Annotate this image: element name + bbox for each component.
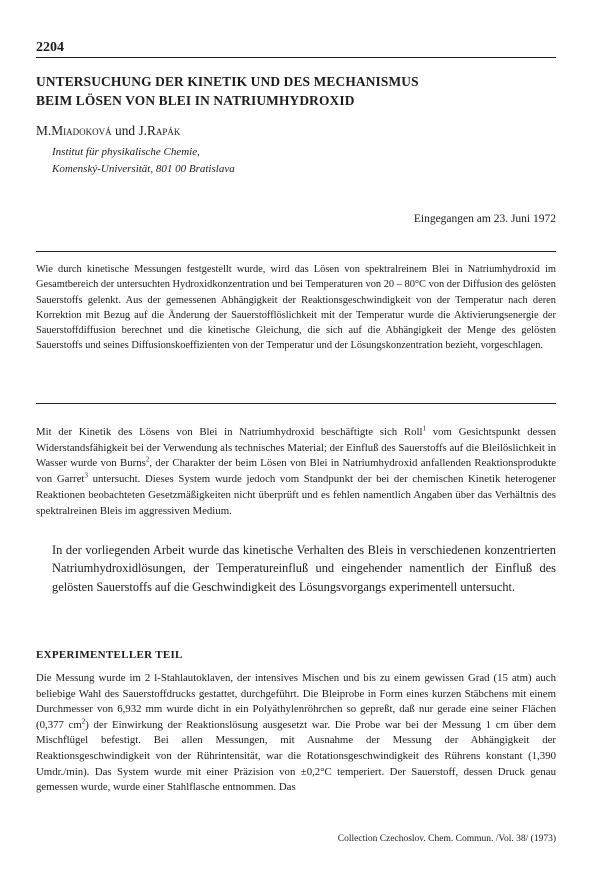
reference-2: 2	[145, 455, 150, 464]
author-2: J.Rapák	[138, 123, 181, 138]
reference-3: 3	[84, 471, 88, 480]
affiliation-line-1: Institut für physikalische Chemie,	[52, 146, 200, 158]
body-paragraph-2: In der vorliegenden Arbeit wurde das kinetische Verhalten des Bleis in verschiedenen konzentrierten Natriumhydroxidlösungen, der Temperatureinfluß und eingehender namentlich der Einfluß des gelösten Sauerstoffs auf die Geschwindigkeit des Lösungsvorgangs experimentell untersucht.	[52, 543, 556, 594]
superscript-2: 2	[81, 717, 86, 726]
footer-citation: Collection Czechoslov. Chem. Commun. /Vol. 38/ (1973)	[337, 834, 556, 844]
article-title	[36, 72, 556, 110]
title-line-2: BEIM LÖSEN VON BLEI IN NATRIUMHYDROXID	[36, 93, 355, 108]
body-paragraph-3	[36, 671, 556, 796]
abstract-rule-top	[36, 251, 556, 252]
received-date: Eingegangen am 23. Juni 1972	[413, 213, 556, 225]
p3-text-b: ) der Einwirkung der Reaktionslösung ausgesetzt war. Die Probe war bei der Messung 1 cm über dem Mischflügel befestigt. Bei allen Messungen, mit Ausnahme der Messung der Abhängigkeit der Reaktionsgeschwindigkeit von der Rührintensität, war die Rotationsgeschwindigkeit des Rührens konstant (1,390 Umdr./min). Das System wurde mit einer Präzision von ±0,2°C temperiert. Der Sauerstoff, dessen Druck genau gemessen wurde, wurde einer Stahlflasche entnommen. Das	[36, 718, 556, 794]
section-heading: EXPERIMENTELLER TEIL	[36, 649, 183, 661]
body-paragraph-1	[36, 425, 556, 519]
author-conjunction: und	[111, 123, 139, 138]
p1-text-d: untersucht. Dieses System wurde jedoch vom Standpunkt der bei der chemischen Kinetik heterogener Reaktionen beobachteten Gesetzmäßigkeiten nicht überprüft und es fehlen namentlich Angaben über das Verhältnis des spektralreinen Bleis im aggressiven Medium.	[36, 473, 556, 517]
p3-text-a: Die Messung wurde im 2 l-Stahlautoklaven, der intensives Mischen und bis zu einem gewissen Grad (15 atm) auch beliebige Wahl des Sauerstoffdrucks gestattet, durchgeführt. Die Bleiprobe in Form eines kurzen Stäbchens mit einem Durchmesser von 6,932 mm wurde dicht in ein Polyäthylenröhrchen so gepreßt, daß nur gerade eine seiner Flächen (0,377 cm	[36, 672, 556, 731]
p1-text-a: Mit der Kinetik des Lösens von Blei in Natriumhydroxid beschäftigte sich Roll	[36, 426, 423, 438]
abstract: Wie durch kinetische Messungen festgestellt wurde, wird das Lösen von spektralreinem Blei in Natriumhydroxid im Gesamtbereich der untersuchten Hydroxidkonzentration und bei Temperaturen von 20 – 80°C von der Diffusion des gelösten Sauerstoffs gelenkt. Aus der gemessenen Abhängigkeit der Reaktionsgeschwindigkeit von der Temperatur nach deren Korrektion mit Bezug auf die Änderung der Sauerstofflöslichkeit mit der Temperatur wurde die Aktivierungsenergie der Sauerstoffdiffusion berechnet und die kinetische Gleichung, die sich auf die Abhängigkeit der Menge des gelösten Sauerstoffs und seines Diffusionskoeffizienten von der Temperatur und der Lösungskonzentration bezieht, vorgeschlagen.	[36, 264, 556, 352]
author-1: M.Miadoková	[36, 123, 112, 138]
authors	[36, 123, 180, 139]
p1-text-c: , der Charakter der beim Lösen von Blei in Natriumhydroxid anfallenden Reaktionsprodukte von Garret	[36, 457, 556, 486]
title-line-1: UNTERSUCHUNG DER KINETIK UND DES MECHANISMUS	[36, 74, 419, 89]
page-number: 2204	[36, 40, 64, 55]
p1-text-b: vom Gesichtspunkt dessen Widerstandsfähigkeit bei der Verwendung als technisches Material; der Einfluß des Sauerstoffs auf die Bleilöslichkeit in Wasser wurde von Burns	[36, 426, 556, 470]
header-rule	[36, 57, 556, 58]
affiliation-line-2: Komenský-Universität, 801 00 Bratislava	[52, 162, 235, 175]
abstract-rule-bottom	[36, 403, 556, 404]
reference-1: 1	[422, 424, 427, 433]
affiliation	[52, 144, 235, 177]
